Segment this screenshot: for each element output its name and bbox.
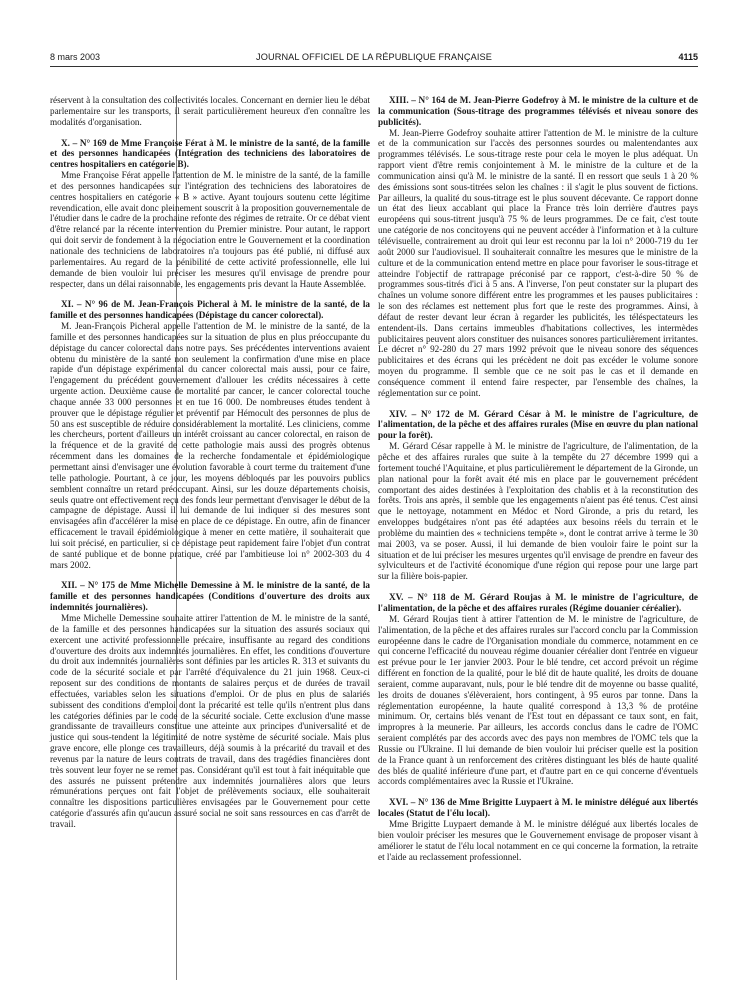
question-x xyxy=(50,138,370,290)
intro-paragraph: réservent à la consultation des collectivités locales. Concernant en dernier lieu le débat parlementaire sur les transports, il serait particulièrement heureux d'en connaître les modalités d'organisation. xyxy=(50,95,370,127)
question-body: M. Gérard Roujas tient à attirer l'attention de M. le ministre de l'agriculture, de l'alimentation, de la pêche et des affaires rurales sur l'accord conclu par la Commission européenne dans le cadre de l'Organisation mondiale du commerce, notamment en ce qui concerne l'efficacité du nouveau régime douanier céréalier dont l'entrée en vigueur est prévue pour le 1er janvier 2003. Pour le blé tendre, cet accord prévoit un régime différent en fonction de la qualité, pour le blé dit de haute qualité, les droits de douane seraient, comme auparavant, nuls, pour le blé tendre dit de moyenne ou basse qualité, les droits de douanes s'élèveraient, hors contingent, à 95 euros par tonne. Dans la réglementation européenne, la haute qualité correspond à 13,3 % de protéine minimum. Or, certains blés venant de l'Est tout en dépassant ce taux sont, en fait, impropres à la meunerie. Par ailleurs, les accords conclus dans le cadre de l'OMC seraient complétés par des accords avec des pays non membres de l'OMC tels que la Russie ou l'Ukraine. Il lui demande de bien vouloir lui préciser quelle est la position de la France quant à un renforcement des critères distinguant les blés de haute qualité des blés de qualité inférieure d'une part, et d'autre part en ce qui concerne d'éventuels accords complémentaires avec la Russie et l'Ukraine. xyxy=(378,613,698,787)
right-column xyxy=(378,95,698,862)
header-rule xyxy=(50,66,698,67)
question-body: Mme Michelle Demessine souhaite attirer l'attention de M. le ministre de la santé, de la famille et des personnes handicapées sur la situation des assurés sociaux qui exercent une activité professionnelle précaire, insuffisante au regard des conditions d'ouverture des droits aux indemnités journalières. En effet, les conditions d'ouverture du droit aux indemnités journalières sont définies par les articles R. 313 et suivants du code de la sécurité sociale et par l'arrêté d'équivalence du 21 juin 1968. Ceux-ci reposent sur des conditions de montants de salaires perçus et de durées de travail effectuées, variables selon les situations d'emploi. Or de plus en plus de salariés subissent des conditions d'emploi dont la précarité est telle qu'ils n'entrent plus dans les catégories définies par le code de la sécurité sociale. Cette exclusion d'une masse grandissante de travailleurs constitue une atteinte aux principes d'universalité et de justice qui sous-tendent la légitimité de notre système de sécurité sociale. Mais plus grave encore, elle plonge ces travailleurs, déjà soumis à la précarité du travail et des revenus par la nature de leurs contrats de travail, dans des tragédies financières dont très souvent leur foyer ne se remet pas. Considérant qu'il est tout à fait inéquitable que des assurés ne puissent prétendre aux indemnités journalières alors que leurs rémunérations perçues ont fait l'objet de prélèvements sociaux, elle souhaiterait connaître les dispositions particulières envisagées par le Gouvernement pour cette catégorie d'assurés afin qu'aucun assuré social ne soit sans ressources en cas d'arrêt de travail. xyxy=(50,612,370,829)
header-date: 8 mars 2003 xyxy=(50,52,101,62)
question-heading: XII. – N° 175 de Mme Michelle Demessine à M. le ministre de la santé, de la famille et des personnes handicapées (Conditions d'ouverture des droits aux indemnités journalières). xyxy=(50,580,370,613)
question-heading: X. – N° 169 de Mme Françoise Férat à M. le ministre de la santé, de la famille et des personnes handicapées (Intégration des techniciens des laboratoires de centres hospitaliers en catégorie B). xyxy=(50,137,370,170)
question-xii xyxy=(50,580,370,829)
question-heading: XI. – N° 96 de M. Jean-François Picheral à M. le ministre de la santé, de la famille et des personnes handicapées (Dépistage du cancer colorectal). xyxy=(50,299,370,321)
question-body: M. Gérard César rappelle à M. le ministre de l'agriculture, de l'alimentation, de la pêche et des affaires rurales que suite à la tempête du 27 décembre 1999 qui a fortement touché l'Aquitaine, et plus particulièrement le département de la Gironde, un plan national pour la forêt avait été mis en place par le gouvernement précédent comportant des aides destinées à l'exploitation des chablis et à la reconstitution des forêts. Trois ans après, il semble que les engagements n'aient pas été tenus. C'est ainsi que le nettoyage, notamment en Médoc et Nord Gironde, a pris du retard, les enveloppes budgétaires n'ont pas été adaptées aux besoins réels du terrain et le problème du maintien des « techniciens tempête », dont le contrat arrive à terme le 30 mai 2003, va se poser. Aussi, il lui demande de bien vouloir faire le point sur la situation et de lui préciser les mesures urgentes qu'il envisage de prendre en faveur des sylviculteurs et de l'activité économique d'une région qui repose pour une large part sur la filière bois-papier. xyxy=(378,441,698,582)
question-heading: XIII. – N° 164 de M. Jean-Pierre Godefroy à M. le ministre de la culture et de la communication (Sous-titrage des programmes télévisés et niveau sonore des publicités). xyxy=(378,95,698,127)
question-body: Mme Brigitte Luypaert demande à M. le ministre délégué aux libertés locales de bien vouloir préciser les mesures que le Gouvernement envisage de proposer visant à améliorer le statut de l'élu local notamment en ce qui concerne la formation, la retraite et l'aide au reclassement professionnel. xyxy=(378,819,698,862)
question-xv xyxy=(378,592,698,787)
question-xiii xyxy=(378,95,698,399)
journal-title: JOURNAL OFFICIEL DE LA RÉPUBLIQUE FRANÇAISE xyxy=(256,52,492,62)
question-xvi xyxy=(378,797,698,862)
page-number: 4115 xyxy=(678,52,698,62)
question-xi xyxy=(50,299,370,570)
question-body: M. Jean-Pierre Godefroy souhaite attirer l'attention de M. le ministre de la culture et de la communication sur l'accès des personnes sourdes ou malentendantes aux programmes télévisés. Le sous-titrage reste pour cela le moyen le plus adéquat. Un rapport vient d'être remis conjointement à M. le ministre de la culture et de la communication ainsi qu'à M. le ministre de la santé. Il en ressort que seuls 1 à 20 % des émissions sont sous-titrées selon les chaînes : il s'agit le plus souvent de fictions. Par ailleurs, la qualité du sous-titrage est le plus souvent décevante. Ce rapport donne un état des lieux accablant qui place la France très loin derrière d'autres pays européens qui sous-titrent jusqu'à 75 % de leurs programmes. De ce fait, c'est toute une catégorie de nos concitoyens qui ne peuvent accéder à l'information et à la culture télévisuelle, contrairement au droit qui leur est reconnu par la loi n° 2000-719 du 1er août 2000 sur l'audiovisuel. Il souhaiterait connaître les mesures que le ministre de la culture et de la communication entend mettre en place pour favoriser le sous-titrage et atteindre l'objectif de rattrapage préconisé par ce rapport, c'est-à-dire 50 % de programmes sous-titrés d'ici à 5 ans. A l'inverse, l'on peut constater sur la plupart des chaînes un volume sonore différent entre les programmes et les pauses publicitaires : le son des réclames est nettement plus fort que le reste des programmes. Ainsi, à défaut de rester devant leur écran à regarder les publicités, les téléspectateurs les entendent-ils. Dans certains immeubles d'habitations collectives, les intermèdes publicitaires peuvent alors constituer des nuisances sonores particulièrement irritantes. Le décret n° 92-280 du 27 mars 1992 prévoit que le niveau sonore des séquences publicitaires et des écrans qui les précèdent ne doit pas excéder le volume sonore moyen du programme. Il semble que ce ne soit pas le cas et il demande en conséquence comment il entend faire respecter, par l'ensemble des chaînes, la réglementation sur ce point. xyxy=(378,127,698,398)
page-header xyxy=(50,52,698,66)
question-heading: XVI. – N° 136 de Mme Brigitte Luypaert à M. le ministre délégué aux libertés locales (Statut de l'élu local). xyxy=(378,797,698,819)
question-body: M. Jean-François Picheral appelle l'attention de M. le ministre de la santé, de la famille et des personnes handicapées sur la situation de plus en plus préoccupante du dépistage du cancer colorectal dans notre pays. Ses précédentes interventions avaient obtenu du ministère de la santé non seulement la confirmation d'une mise en place rapide d'un dépistage expérimental du cancer colorectal mais aussi, pour ce faire, l'engagement du précédent gouvernement d'allouer les crédits nécessaires à cette urgente action. Deuxième cause de mortalité par cancer, le cancer colorectal touche chaque année 33 000 personnes et en tue 16 000. De nombreuses études tendent à prouver que le dépistage régulier et préventif par Hémocult des personnes de plus de 50 ans est susceptible de réduire considérablement la mortalité. Les cliniciens, comme les chercheurs, portent d'ailleurs un intérêt croissant au cancer colorectal, en raison de la fréquence et de la gravité de cette pathologie mais aussi des progrès obtenus récemment dans les domaines de la recherche fondamentale et épidémiologique permettant ainsi d'envisager une évolution favorable à court terme du traitement d'une telle pathologie. Pourtant, à ce jour, les moyens débloqués par les pouvoirs publics semblent connaître un retard préoccupant. Ainsi, sur les douze départements choisis, seuls quatre ont effectivement reçu des fonds leur permettant d'envisager le début de la campagne de dépistage. Aussi il lui demande de lui indiquer si des mesures sont envisagées afin d'accélérer la mise en place de ce dépistage. En outre, afin de financer efficacement le travail épidémiologique à mener en cette matière, il souhaiterait que lui soit précisé, en particulier, si ce dépistage peut rapidement faire l'objet d'un contrat de santé publique et de bonne pratique, créé par l'ambitieuse loi n° 2002-303 du 4 mars 2002. xyxy=(50,321,370,570)
question-body: Mme Françoise Férat appelle l'attention de M. le ministre de la santé, de la famille et des personnes handicapées sur l'intégration des techniciens des laboratoires de centres hospitaliers en catégorie « B » active. Ayant toujours soutenu cette légitime revendication, elle avait donc pleinement souscrit à la proposition gouvernementale de l'étudier dans le cadre de la prochaine refonte des régimes de retraite. Or ce débat vient d'être relancé par la récente intervention du Premier ministre. Pour autant, le rapport qui doit servir de fondement à la négociation entre le Gouvernement et la coordination nationale des techniciens de laboratoires n'a toujours pas été publié, ni diffusé aux parlementaires. Au regard de la pénibilité de cette activité professionnelle, elle lui demande de bien vouloir lui préciser les mesures qu'il envisage de prendre pour respecter, dans un délai raisonnable, les engagements pris devant la Haute Assemblée. xyxy=(50,170,370,289)
left-column xyxy=(50,95,370,830)
question-xiv xyxy=(378,409,698,583)
question-heading: XV. – N° 118 de M. Gérard Roujas à M. le ministre de l'agriculture, de l'alimentation, de la pêche et des affaires rurales (Régime douanier céréalier). xyxy=(378,592,698,613)
question-heading: XIV. – N° 172 de M. Gérard César à M. le ministre de l'agriculture, de l'alimentation, de la pêche et des affaires rurales (Mise en œuvre du plan national pour la forêt). xyxy=(378,408,698,441)
